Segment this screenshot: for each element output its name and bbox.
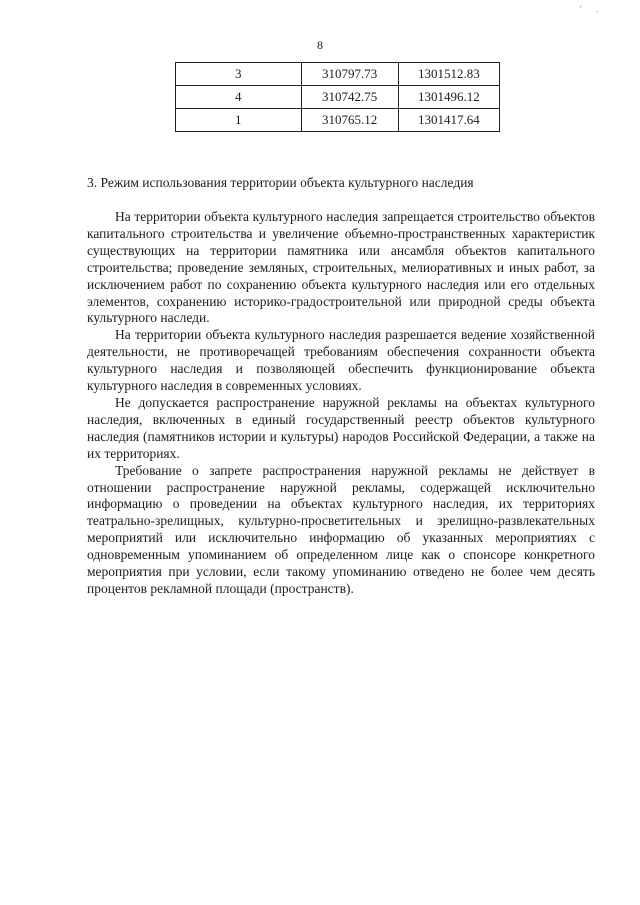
y-coordinate-cell: 1301496.12: [398, 86, 499, 109]
paragraph-permitted-activity: На территории объекта культурного наследия разрешается ведение хозяйственной деятельности, не противоречащей требованиям обеспечения сохранности объекта культурного наследия и позволяющей обеспечить функционирование объекта культурного наследия в современных условиях.: [87, 327, 595, 394]
table-row: [176, 109, 500, 132]
paragraph-advertising-ban: Не допускается распространение наружной рекламы на объектах культурного наследия, включенных в единый государственный реестр объектов культурного наследия (памятников истории и культуры) народов Российской Федерации, а также на их территориях.: [87, 394, 595, 461]
page-number: 8: [317, 38, 323, 52]
y-coordinate-cell: 1301417.64: [398, 109, 499, 132]
point-number-cell: 1: [176, 109, 302, 132]
coordinates-table: [175, 62, 500, 132]
table-row: [176, 86, 500, 109]
x-coordinate-cell: 310742.75: [301, 86, 398, 109]
corner-marks: ' .: [580, 4, 605, 14]
x-coordinate-cell: 310765.12: [301, 109, 398, 132]
x-coordinate-cell: 310797.73: [301, 63, 398, 86]
point-number-cell: 3: [176, 63, 302, 86]
y-coordinate-cell: 1301512.83: [398, 63, 499, 86]
point-number-cell: 4: [176, 86, 302, 109]
section-heading: 3. Режим использования территории объекта культурного наследия: [87, 175, 474, 190]
table-row: [176, 63, 500, 86]
section-body: [87, 209, 595, 598]
paragraph-advertising-exception: Требование о запрете распространения наружной рекламы не действует в отношении распространение наружной рекламы, содержащей исключительно информацию о проведении на объектах культурного наследия, их территориях театрально-зрелищных, культурно-просветительных и зрелищно-развлекательных мероприятий или исключительно информацию об указанных мероприятиях с одновременным упоминанием об определенном лице как о спонсоре конкретного мероприятия при условии, если такому упоминанию отведено не более чем десять процентов рекламной площади (пространств).: [87, 462, 595, 596]
paragraph-prohibitions: На территории объекта культурного наследия запрещается строительство объектов капитального строительства и увеличение объемно-пространственных характеристик существующих на территории памятника или ансамбля объектов капитального строительства; проведение земляных, строительных, мелиоративных и иных работ, за исключением работ по сохранению объекта культурного наследия или его отдельных элементов, сохранению историко-градостроительной или природной среды объекта культурного наследи.: [87, 209, 595, 326]
